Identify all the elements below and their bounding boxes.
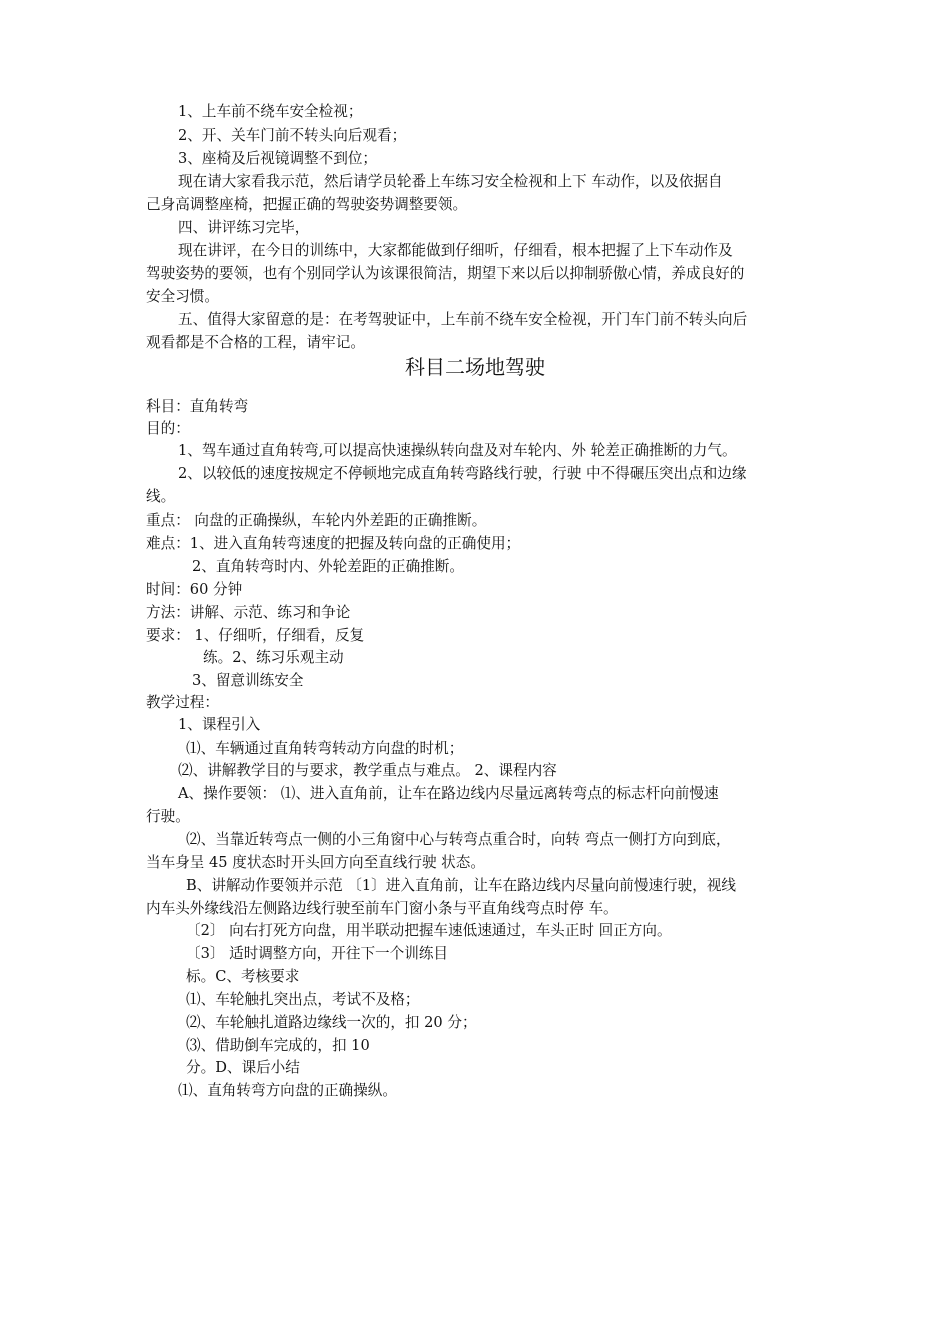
list-item: 3、座椅及后视镜调整不到位； <box>178 150 378 167</box>
paragraph-line: 1、驾车通过直角转弯,可以提高快速操纵转向盘及对车轮内、外 轮差正确推断的力气。 <box>178 442 737 459</box>
paragraph-line: ⑴、车轮触扎突出点，考试不及格； <box>186 991 420 1008</box>
paragraph-line: 安全习惯。 <box>146 288 219 305</box>
paragraph-line: 五、值得大家留意的是：在考驾驶证中，上车前不绕车安全检视，开门车门前不转头向后 <box>178 311 748 328</box>
paragraph-line: 线。 <box>146 488 176 505</box>
paragraph-line: 方法：讲解、示范、练习和争论 <box>146 604 351 621</box>
paragraph-line: 现在请大家看我示范，然后请学员轮番上车练习安全检视和上下 车动作，以及依据自 <box>178 173 723 190</box>
paragraph-line: 2、直角转弯时内、外轮差距的正确推断。 <box>192 558 464 575</box>
paragraph-line: ⑴、直角转弯方向盘的正确操纵。 <box>178 1082 397 1099</box>
list-item: 2、开、关车门前不转头向后观看； <box>178 127 407 144</box>
paragraph-line: ⑵、讲解教学目的与要求，教学重点与难点。 2、课程内容 <box>178 762 557 779</box>
list-item: 1、上车前不绕车安全检视； <box>178 103 363 120</box>
paragraph-line: ⑵、车轮触扎道路边缘线一次的，扣 20 分； <box>186 1014 477 1031</box>
paragraph-line: 目的： <box>146 420 190 437</box>
paragraph-line: 分。D、课后小结 <box>186 1059 300 1076</box>
paragraph-line: 观看都是不合格的工程，请牢记。 <box>146 334 365 351</box>
paragraph-line: 内车头外缘线沿左侧路边线行驶至前车门窗小条与平直角线弯点时停 车。 <box>146 900 618 917</box>
paragraph-line: 1、课程引入 <box>178 716 261 733</box>
paragraph-line: 要求： 1、仔细听，仔细看，反复 <box>146 627 365 644</box>
paragraph-line: 重点： 向盘的正确操纵，车轮内外差距的正确推断。 <box>146 512 487 529</box>
paragraph-line: 教学过程： <box>146 694 219 711</box>
paragraph-line: 3、留意训练安全 <box>192 672 304 689</box>
paragraph-line: 难点：1、进入直角转弯速度的把握及转向盘的正确使用； <box>146 535 521 552</box>
section-title: 科目二场地驾驶 <box>405 355 545 379</box>
paragraph-line: 四、讲评练习完毕， <box>178 219 310 236</box>
paragraph-line: 〔2〕 向右打死方向盘，用半联动把握车速低速通过，车头正时 回正方向。 <box>186 922 672 939</box>
paragraph-line: ⑶、借助倒车完成的，扣 10 <box>186 1037 370 1054</box>
paragraph-line: 2、以较低的速度按规定不停顿地完成直角转弯路线行驶，行驶 中不得碾压突出点和边缘 <box>178 465 747 482</box>
paragraph-line: 己身高调整座椅，把握正确的驾驶姿势调整要领。 <box>146 196 468 213</box>
paragraph-line: 当车身呈 45 度状态时开头回方向至直线行驶 状态。 <box>146 854 485 871</box>
paragraph-line: ⑴、车辆通过直角转弯转动方向盘的时机； <box>186 740 464 757</box>
paragraph-line: B、讲解动作要领并示范 〔1〕进入直角前，让车在路边线内尽量向前慢速行驶，视线 <box>186 877 737 894</box>
paragraph-line: 练。2、练习乐观主动 <box>203 649 344 666</box>
paragraph-line: 驾驶姿势的要领，也有个别同学认为该课很简洁，期望下来以后以抑制骄傲心情，养成良好的 <box>146 265 745 282</box>
paragraph-line: 〔3〕 适时调整方向，开往下一个训练目 <box>186 945 449 962</box>
paragraph-line: 时间：60 分钟 <box>146 581 243 598</box>
paragraph-line: 行驶。 <box>146 808 190 825</box>
paragraph-line: 科目：直角转弯 <box>146 398 249 415</box>
paragraph-line: 标。C、考核要求 <box>186 968 300 985</box>
paragraph-line: ⑵、当靠近转弯点一侧的小三角窗中心与转弯点重合时，向转 弯点一侧打方向到底， <box>186 831 731 848</box>
paragraph-line: A、操作要领： ⑴、进入直角前，让车在路边线内尽量远离转弯点的标志杆向前慢速 <box>178 785 719 802</box>
paragraph-line: 现在讲评，在今日的训练中，大家都能做到仔细听，仔细看，根本把握了上下车动作及 <box>178 242 733 259</box>
